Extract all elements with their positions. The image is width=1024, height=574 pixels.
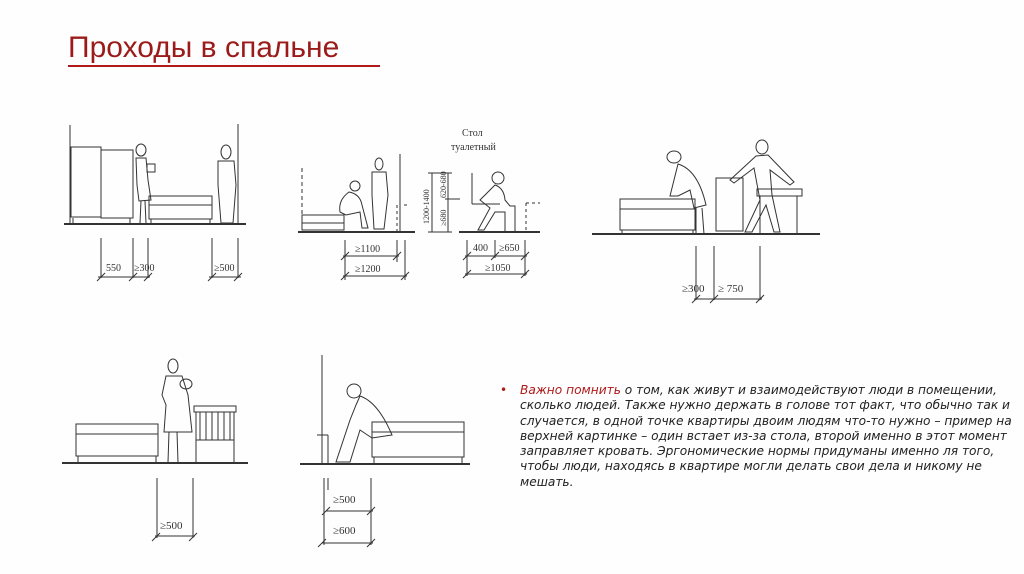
label-dressing: туалетный xyxy=(451,142,496,153)
dim-1050: ≥1050 xyxy=(485,263,511,274)
figure-bed-and-table-passage xyxy=(592,140,820,303)
dim-300: ≥300 xyxy=(134,263,155,274)
dim-1100: ≥1100 xyxy=(355,244,381,255)
dim-500b: ≥500 xyxy=(160,520,183,532)
bullet-body: о том, как живут и взаимодействуют люди в помещении, сколько людей. Также нужно держать в голове тот факт, что обычно так и случается, в одной точке квартиры двоим людям что-то нужно – пример на верхней картинке – один встает из-за стола, второй именно в этот момент заправляет кровать. Эргономические нормы придуманы именно ля того, чтобы люди, находясь в квартире могли делать свои дела и никому не мешать. xyxy=(520,383,1012,489)
dim-620-680: 620-680 xyxy=(439,171,448,198)
dim-600: ≥600 xyxy=(333,525,356,537)
bullet-paragraph xyxy=(500,383,1012,490)
bullet-dot-icon: • xyxy=(500,383,508,397)
dim-1200-1400: 1200-1400 xyxy=(422,189,431,224)
dim-650: ≥650 xyxy=(499,243,520,254)
figure-bedside-dressing-passage xyxy=(300,355,470,547)
label-table: Стол xyxy=(462,128,483,139)
dim-500c: ≥500 xyxy=(333,494,356,506)
figure-wardrobe-passage xyxy=(64,124,246,281)
dim-500: ≥500 xyxy=(214,263,235,274)
figure-dressing-passage xyxy=(298,154,415,280)
dim-300b: ≥300 xyxy=(682,283,705,295)
slide-title: Проходы в спальне xyxy=(68,31,340,64)
dim-550: 550 xyxy=(106,263,121,274)
bullet-text xyxy=(512,383,1012,490)
figure-crib-passage xyxy=(62,359,248,541)
dim-1200: ≥1200 xyxy=(355,264,381,275)
dim-680: ≥680 xyxy=(439,209,448,226)
dim-400: 400 xyxy=(473,243,488,254)
dim-750: ≥ 750 xyxy=(718,283,744,295)
bullet-highlight: Важно помнить xyxy=(520,383,621,397)
